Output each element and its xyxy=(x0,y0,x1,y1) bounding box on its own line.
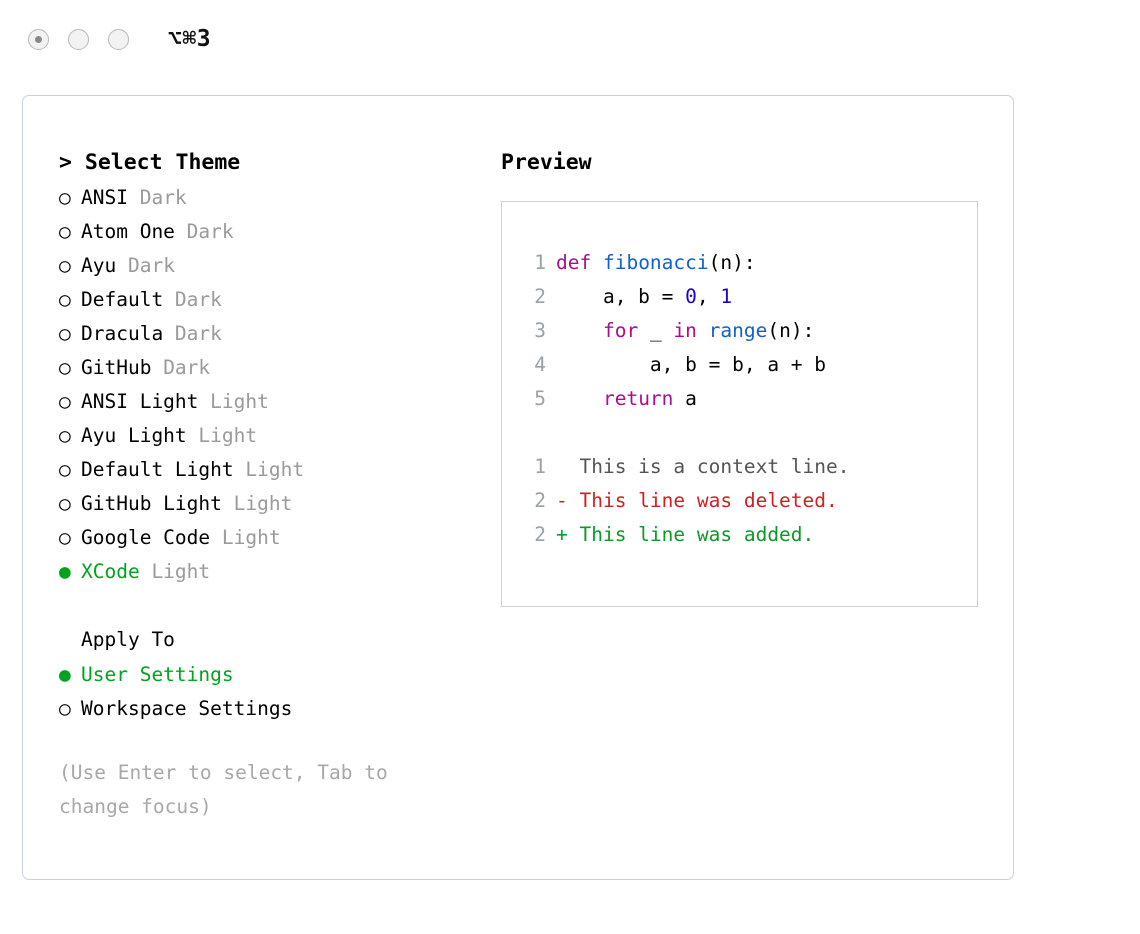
code-token: (n): xyxy=(767,319,815,342)
code-token: in xyxy=(673,319,697,342)
theme-option-tag: Light xyxy=(139,560,211,583)
theme-option-tag: Light xyxy=(233,458,305,481)
theme-option-tag: Light xyxy=(221,492,293,515)
theme-option[interactable] xyxy=(59,351,499,385)
code-token: (n): xyxy=(708,251,756,274)
radio-icon: ○ xyxy=(59,254,71,277)
theme-option[interactable] xyxy=(59,317,499,351)
code-token xyxy=(556,319,603,342)
theme-option-label: Ayu xyxy=(81,254,117,277)
theme-option-label: Ayu Light xyxy=(81,424,187,447)
theme-option-label: GitHub Light xyxy=(81,492,222,515)
radio-icon: ○ xyxy=(59,390,71,413)
radio-icon: ○ xyxy=(59,322,71,345)
radio-icon: ○ xyxy=(59,288,71,311)
radio-icon: ○ xyxy=(59,697,71,720)
code-line xyxy=(520,382,850,416)
theme-option-tag: Dark xyxy=(127,186,187,209)
line-number: 2 xyxy=(534,285,546,308)
theme-option[interactable] xyxy=(59,521,499,555)
code-token: This is a context line. xyxy=(556,455,850,478)
code-line xyxy=(520,416,850,450)
code-line xyxy=(520,314,850,348)
theme-option-label: Atom One xyxy=(81,220,175,243)
theme-selector-panel xyxy=(22,95,1014,880)
apply-to-heading: Apply To xyxy=(81,628,175,651)
theme-option[interactable] xyxy=(59,487,499,521)
window-titlebar xyxy=(0,0,1140,78)
code-line xyxy=(520,484,850,518)
code-token: 1 xyxy=(720,285,733,308)
theme-option-label: GitHub xyxy=(81,356,152,379)
radio-icon: ○ xyxy=(59,526,71,549)
theme-option-tag: Dark xyxy=(151,356,211,379)
theme-option[interactable] xyxy=(59,555,499,589)
code-line xyxy=(520,450,850,484)
code-token: a xyxy=(673,387,697,410)
radio-icon: ○ xyxy=(59,356,71,379)
theme-option[interactable] xyxy=(59,215,499,249)
theme-option-label: ANSI Light xyxy=(81,390,199,413)
code-token: return xyxy=(602,387,674,410)
select-theme-heading: > Select Theme xyxy=(59,150,241,175)
theme-option-tag: Light xyxy=(198,390,269,413)
theme-option-label: ANSI xyxy=(81,186,128,209)
preview-code xyxy=(520,246,850,552)
line-number: 5 xyxy=(534,387,546,410)
code-token: 0 xyxy=(685,285,697,308)
preview-heading: Preview xyxy=(501,150,592,175)
radio-icon: ○ xyxy=(59,458,71,481)
code-token: for xyxy=(602,319,639,342)
theme-option-label: Google Code xyxy=(81,526,211,549)
theme-option[interactable] xyxy=(59,419,499,453)
code-token xyxy=(556,387,603,410)
code-line xyxy=(520,518,850,552)
list-spacer xyxy=(59,589,499,623)
code-line xyxy=(520,246,850,280)
radio-icon: ○ xyxy=(59,220,71,243)
code-token: range xyxy=(708,319,768,342)
code-token: fibonacci xyxy=(602,251,709,274)
code-token: def xyxy=(556,251,603,274)
apply-to-list xyxy=(59,658,499,726)
code-token: - This line was deleted. xyxy=(556,489,838,512)
window-shortcut-label: ⌥⌘3 xyxy=(168,26,212,52)
theme-option[interactable] xyxy=(59,249,499,283)
apply-to-option[interactable] xyxy=(59,658,499,692)
theme-option-label: Default xyxy=(81,288,164,311)
radio-icon: ○ xyxy=(59,186,71,209)
code-line xyxy=(520,348,850,382)
apply-to-option[interactable] xyxy=(59,692,499,726)
theme-option-tag: Light xyxy=(210,526,281,549)
preview-column xyxy=(501,146,991,180)
theme-option-tag: Dark xyxy=(116,254,175,277)
window-dot-close[interactable] xyxy=(28,29,49,50)
keyboard-hint: (Use Enter to select, Tab to change focus) xyxy=(59,761,400,818)
radio-selected-icon: ● xyxy=(59,560,71,583)
theme-option-tag: Dark xyxy=(174,220,234,243)
window-dot-maximize[interactable] xyxy=(108,29,129,50)
theme-option-label: XCode xyxy=(81,560,140,583)
code-token xyxy=(697,319,709,342)
code-token: , xyxy=(696,285,721,308)
preview-box xyxy=(501,201,978,607)
radio-selected-icon: ● xyxy=(59,663,71,686)
theme-option-tag: Dark xyxy=(163,322,222,345)
line-number: 2 xyxy=(534,523,546,546)
theme-option-label: Default Light xyxy=(81,458,234,481)
code-token: + This line was added. xyxy=(556,523,815,546)
line-number: 2 xyxy=(534,489,546,512)
line-number: 1 xyxy=(534,455,546,478)
theme-option[interactable] xyxy=(59,181,499,215)
radio-icon: ○ xyxy=(59,492,71,515)
code-token: a, b = b, a + b xyxy=(556,353,827,376)
theme-option[interactable] xyxy=(59,283,499,317)
theme-option[interactable] xyxy=(59,453,499,487)
theme-list xyxy=(59,181,499,589)
line-number: 1 xyxy=(534,251,546,274)
theme-option-tag: Light xyxy=(186,424,258,447)
window-dot-minimize[interactable] xyxy=(68,29,89,50)
theme-option[interactable] xyxy=(59,385,499,419)
code-token: a, b = xyxy=(556,285,686,308)
apply-to-option-label: User Settings xyxy=(81,663,234,686)
code-line xyxy=(520,280,850,314)
code-token: _ xyxy=(638,319,674,342)
apply-to-option-label: Workspace Settings xyxy=(81,697,293,720)
line-number: 4 xyxy=(534,353,546,376)
radio-icon: ○ xyxy=(59,424,71,447)
line-number: 3 xyxy=(534,319,546,342)
theme-option-tag: Dark xyxy=(163,288,222,311)
theme-column xyxy=(59,146,499,824)
theme-option-label: Dracula xyxy=(81,322,164,345)
